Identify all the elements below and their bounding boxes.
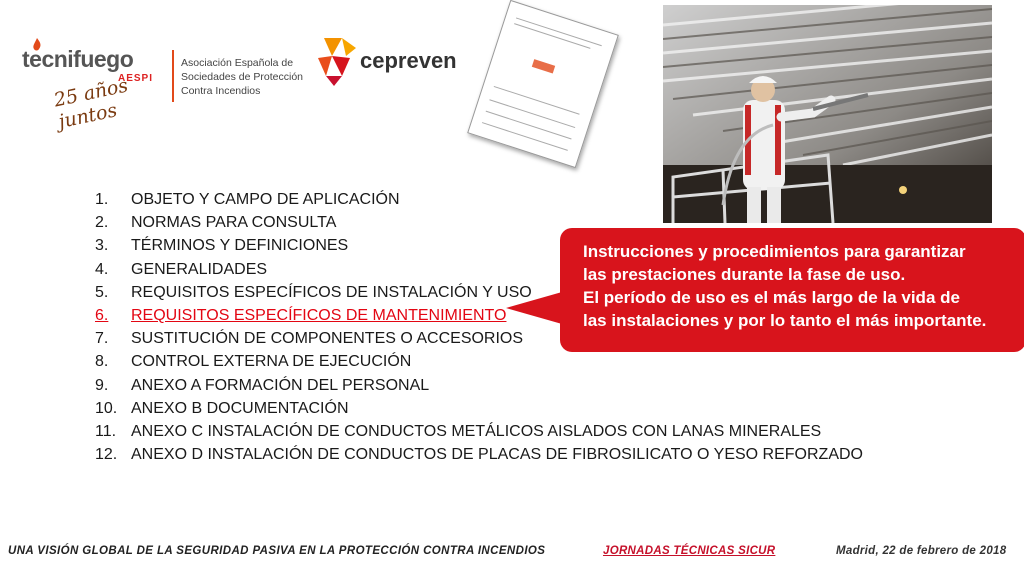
toc-item: 11. ANEXO C INSTALACIÓN DE CONDUCTOS METÁLICOS AISLADOS CON LANAS MINERALES — [95, 423, 822, 441]
cepreven-logo — [316, 36, 466, 88]
document-thumbnail — [467, 0, 619, 168]
toc-item: 8. CONTROL EXTERNA DE EJECUCIÓN — [95, 353, 412, 371]
association-line: Sociedades de Protección — [181, 71, 303, 83]
aespi-label: AESPI — [118, 73, 154, 84]
anniversary-signature: 25 años juntos — [52, 74, 130, 134]
document-logo — [532, 59, 555, 73]
toc-item: 5. REQUISITOS ESPECÍFICOS DE INSTALACIÓN Y USO — [95, 283, 532, 301]
toc-item: 9. ANEXO A FORMACIÓN DEL PERSONAL — [95, 376, 430, 394]
callout-line: El período de uso es el más largo de la vida de — [583, 288, 960, 307]
footer-date: Madrid, 22 de febrero de 2018 — [836, 545, 1007, 557]
toc-item: 3. TÉRMINOS Y DEFINICIONES — [95, 237, 349, 255]
toc-item-highlighted: 6. REQUISITOS ESPECÍFICOS DE MANTENIMIENTO — [95, 307, 507, 325]
logo-divider — [172, 50, 174, 102]
footer-event-name: JORNADAS TÉCNICAS SICUR — [603, 545, 776, 557]
callout-line: las prestaciones durante la fase de uso. — [583, 265, 906, 284]
toc-item: 10. ANEXO B DOCUMENTACIÓN — [95, 399, 349, 417]
tecnifuego-logo — [22, 38, 172, 134]
tecnifuego-wordmark: tecnifuego — [22, 46, 134, 72]
toc-item: 7. SUSTITUCIÓN DE COMPONENTES O ACCESORIOS — [95, 330, 524, 348]
association-line: Asociación Española de — [181, 57, 294, 69]
callout-line: las instalaciones y por lo tanto el más importante. — [583, 311, 987, 330]
cepreven-wordmark: cepreven — [360, 48, 457, 73]
cepreven-mark-icon — [316, 36, 358, 86]
footer-event-title: UNA VISIÓN GLOBAL DE LA SEGURIDAD PASIVA EN LA PROTECCIÓN CONTRA INCENDIOS — [8, 545, 546, 557]
toc-item: 2. NORMAS PARA CONSULTA — [95, 214, 337, 232]
toc-item: 4. GENERALIDADES — [95, 260, 268, 278]
association-line: Contra Incendios — [181, 85, 261, 97]
callout-line: Instrucciones y procedimientos para garantizar — [583, 242, 966, 261]
toc-item: 12. ANEXO D INSTALACIÓN DE CONDUCTOS DE PLACAS DE FIBROSILICATO O YESO REFORZADO — [95, 446, 863, 464]
association-name — [181, 56, 321, 98]
callout-pointer — [506, 292, 562, 324]
toc-item: 1. OBJETO Y CAMPO DE APLICACIÓN — [95, 191, 400, 208]
callout-text — [583, 240, 1023, 332]
